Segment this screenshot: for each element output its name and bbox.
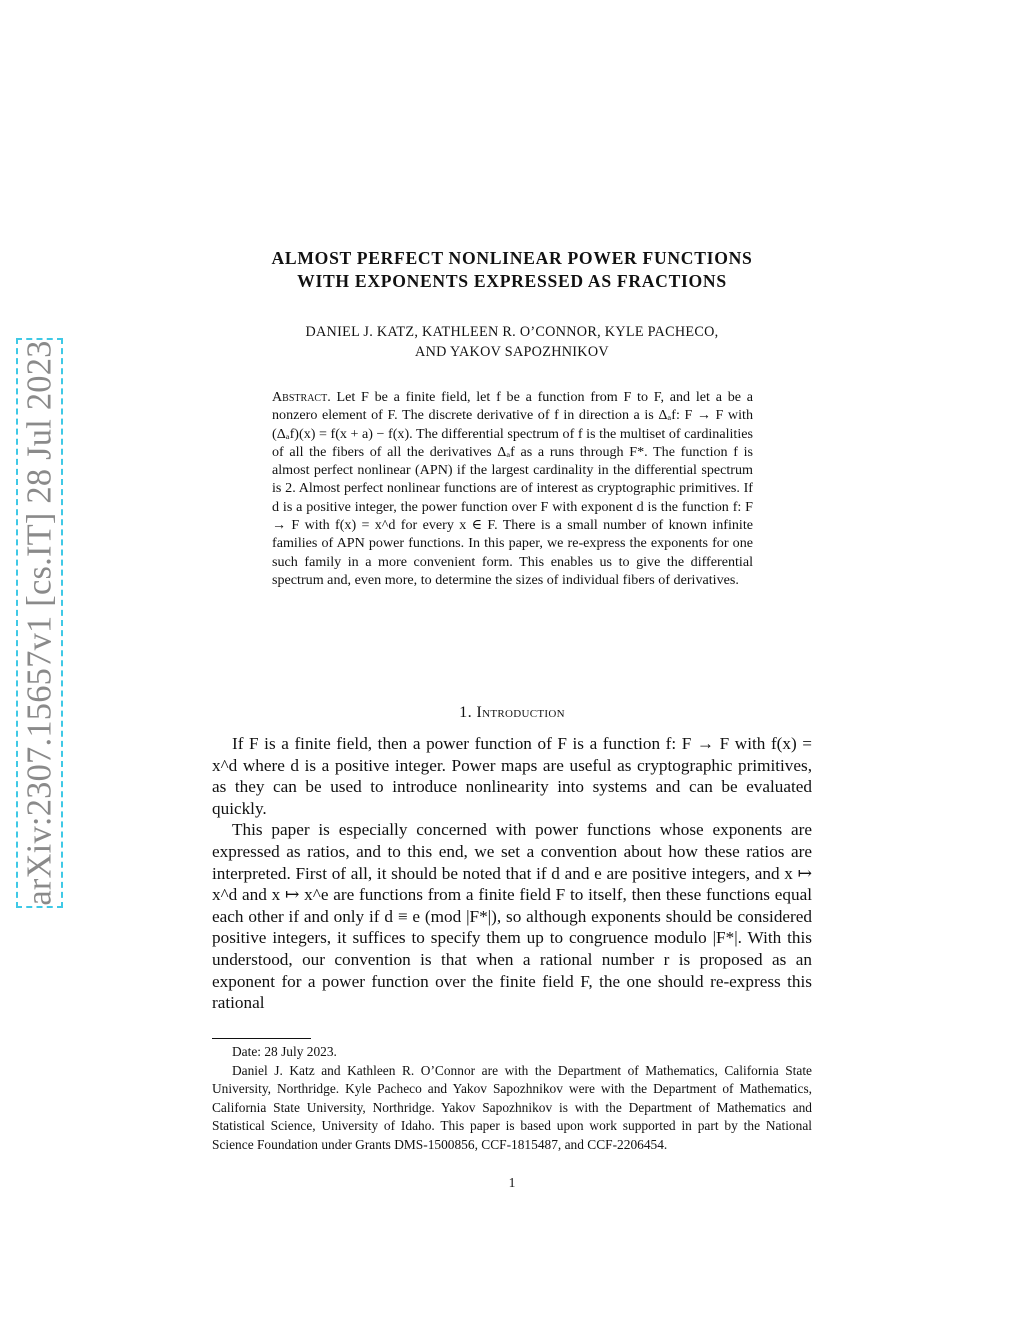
footnotes <box>212 1043 812 1155</box>
footnote-affiliations: Daniel J. Katz and Kathleen R. O’Connor are with the Department of Mathematics, California State University, Northridge. Kyle Pacheco and Yakov Sapozhnikov were with the Department of Mathematics, California State University, Northridge. Yakov Sapozhnikov is with the Department of Mathematics and Statistical Science, University of Idaho. This paper is based upon work supported in part by the National Science Foundation under Grants DMS-1500856, CCF-1815487, and CCF-2206454. <box>212 1062 812 1152</box>
footnote-divider <box>212 1038 311 1039</box>
abstract-text: Let F be a finite field, let f be a function from F to F, and let a be a nonzero element of F. The discrete derivative of f in direction a is Δₐf: F → F with (Δₐf)(x) = f(x + a) − f(x). The differential spectrum of f is the multiset of cardinalities of all the fibers of all the derivatives Δₐf as a runs through F*. The function f is almost perfect nonlinear (APN) if the largest cardinality in the differential spectrum is 2. Almost perfect nonlinear functions are of interest as cryptographic primitives. If d is a positive integer, the power function over F with exponent d is the function f: F → F with f(x) = x^d for every x ∈ F. There is a small number of known infinite families of APN power functions. In this paper, we re-express the exponents for one such family in a more convenient form. This enables us to give the differential spectrum and, even more, to determine the sizes of individual fibers of derivatives. <box>272 389 754 588</box>
intro-paragraph-2: This paper is especially concerned with power functions whose exponents are expressed as ratios, and to this end, we set a convention about how these ratios are interpreted. First of all, it should be noted that if d and e are positive integers, and x ↦ x^d and x ↦ x^e are functions from a finite field F to itself, then these functions equal each other if and only if d ≡ e (mod |F*|), so although exponents should be considered positive integers, it suffices to specify them up to congruence modulo |F*|. With this understood, our convention is that when a rational number r is proposed as an exponent for a power function over the finite field F, the one should re-express this rational <box>212 820 812 1013</box>
authors-line-1: DANIEL J. KATZ, KATHLEEN R. O’CONNOR, KYLE PACHECO, <box>305 324 719 340</box>
arxiv-identifier: arXiv:2307.15657v1 [cs.IT] 28 Jul 2023 <box>20 340 58 906</box>
paper-title <box>150 247 874 293</box>
section-heading-introduction: 1. Introduction <box>459 702 565 721</box>
author-list <box>150 322 874 362</box>
introduction-body <box>212 733 812 1014</box>
arxiv-sidebar-stamp <box>16 338 63 908</box>
title-line-1: ALMOST PERFECT NONLINEAR POWER FUNCTIONS <box>271 248 753 268</box>
intro-paragraph-1: If F is a finite field, then a power function of F is a function f: F → F with f(x) = x^d where d is a positive integer. Power maps are useful as cryptographic primitives, as they can be used to introduce nonlinearity into systems and can be evaluated quickly. <box>212 734 812 818</box>
footnote-date: Date: 28 July 2023. <box>232 1044 337 1059</box>
authors-line-2: AND YAKOV SAPOZHNIKOV <box>415 344 609 360</box>
abstract-label: Abstract. <box>272 389 331 405</box>
abstract-block <box>272 388 753 589</box>
title-line-2: WITH EXPONENTS EXPRESSED AS FRACTIONS <box>297 271 727 291</box>
page-number: 1 <box>508 1175 516 1190</box>
